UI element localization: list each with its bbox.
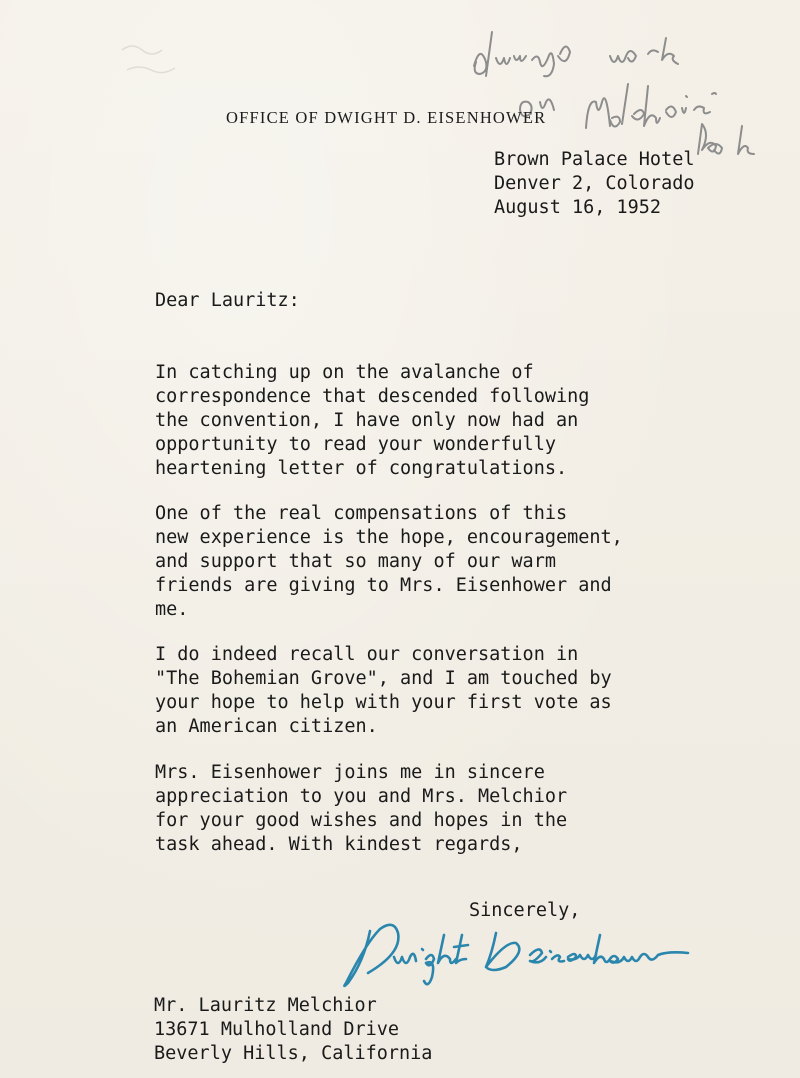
text-line: I do indeed recall our conversation in	[155, 644, 579, 665]
text-line: the convention, I have only now had an	[155, 410, 579, 431]
recipient-address	[154, 994, 432, 1066]
text-line: "The Bohemian Grove", and I am touched by	[155, 668, 612, 689]
address-line: Denver 2, Colorado	[494, 173, 695, 194]
text-line: friends are giving to Mrs. Eisenhower and	[155, 575, 612, 596]
text-line: task ahead. With kindest regards,	[155, 834, 523, 855]
text-line: me.	[155, 599, 189, 620]
sender-address	[494, 148, 694, 220]
handwritten-pencil-note	[460, 18, 790, 158]
closing: Sincerely,	[469, 900, 581, 921]
body-paragraph-3	[155, 643, 612, 739]
body-paragraph-2	[155, 502, 623, 622]
salutation: Dear Lauritz:	[155, 290, 300, 311]
text-line: In catching up on the avalanche of	[155, 362, 534, 383]
body-paragraph-4	[155, 761, 567, 857]
recipient-name: Mr. Lauritz Melchior	[154, 995, 377, 1016]
text-line: an American citizen.	[155, 716, 378, 737]
address-line: 13671 Mulholland Drive	[154, 1019, 400, 1040]
letter-date: August 16, 1952	[494, 197, 662, 218]
address-line: Brown Palace Hotel	[494, 149, 695, 170]
text-line: your hope to help with your first vote as	[155, 692, 612, 713]
body-paragraph-1	[155, 361, 589, 481]
faint-pencil-mark	[112, 30, 202, 90]
text-line: for your good wishes and hopes in the	[155, 810, 568, 831]
address-line: Beverly Hills, California	[154, 1043, 433, 1064]
text-line: and support that so many of our warm	[155, 551, 556, 572]
text-line: opportunity to read your wonderfully	[155, 434, 556, 455]
signature	[336, 905, 726, 995]
letterhead: OFFICE OF DWIGHT D. EISENHOWER	[226, 108, 547, 127]
text-line: One of the real compensations of this	[155, 503, 568, 524]
text-line: Mrs. Eisenhower joins me in sincere	[155, 762, 545, 783]
text-line: appreciation to you and Mrs. Melchior	[155, 786, 568, 807]
text-line: new experience is the hope, encouragement,	[155, 527, 623, 548]
text-line: heartening letter of congratulations.	[155, 458, 568, 479]
text-line: correspondence that descended following	[155, 386, 590, 407]
